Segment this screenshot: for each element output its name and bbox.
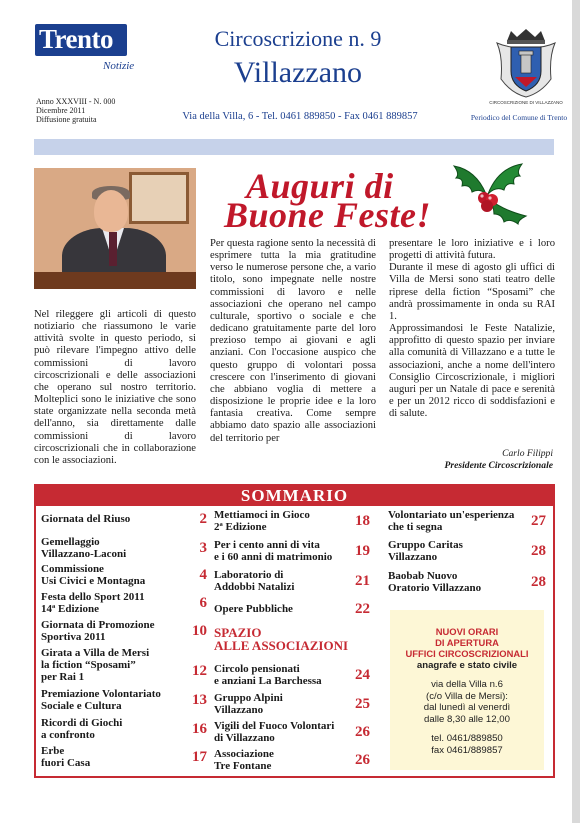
toc-page-number: 26 (355, 724, 370, 740)
toc-label: Per i cento anni di vita e i 60 anni di matrimonio (214, 539, 333, 563)
toc-item[interactable] (388, 539, 550, 563)
toc-page-number: 22 (355, 601, 370, 617)
toc-item[interactable] (214, 569, 384, 593)
office-days: dal lunedì al venerdì (423, 702, 511, 714)
toc-label: Baobab Nuovo Oratorio Villazzano (388, 570, 482, 594)
photo-wall-frame (129, 172, 189, 224)
toc-label: Opere Pubbliche (214, 603, 293, 615)
toc-item[interactable] (214, 603, 384, 615)
toc-page-number: 24 (355, 667, 370, 683)
toc-item[interactable] (41, 591, 209, 615)
toc-page-number: 4 (199, 567, 207, 583)
toc-page-number: 26 (355, 752, 370, 768)
office-hours-title (390, 610, 544, 659)
toc-item[interactable] (41, 688, 209, 712)
toc-label: Giornata di Promozione Sportiva 2011 (41, 619, 155, 643)
toc-label: Vigili del Fuoco Volontari di Villazzano (214, 720, 335, 744)
toc-item[interactable] (214, 692, 384, 716)
issue-date: Dicembre 2011 (36, 106, 86, 115)
masthead-title-circoscrizione: Circoscrizione n. 9 (214, 26, 382, 51)
office-times: dalle 8,30 alle 12,00 (424, 713, 510, 725)
toc-item[interactable] (41, 563, 209, 587)
trento-notizie-logo (35, 24, 135, 74)
toc-item[interactable] (41, 717, 209, 741)
office-hours-details (390, 679, 544, 725)
article-column-1 (34, 309, 196, 467)
toc-page-number: 19 (355, 543, 370, 559)
toc-item[interactable] (214, 539, 384, 563)
office-hours-title-line: DI APERTURA (435, 637, 499, 648)
toc-label: Girata a Villa de Mersi la fiction “Sposami” per Rai 1 (41, 647, 150, 683)
article-paragraph: Per questa ragione sento la necessità di esprimere tutta la mia gratitudine verso le numerose persone che, a vario titolo, sono impegnate nelle nostre commissioni di lavoro e nelle associazioni che operano nel campo culturale, sportivo o sociale e che dedicano gratuitamente parte del loro prezioso tempo ai giovani e agli anziani. Con l'occasione auspico che questo gruppo di volontari possa crescere con l'inserimento di giovani che abbiano voglia di mettere a disposizione le proprie idee e la loro fantasia creativa. Come sempre abbiamo dato spazio alle associazioni del territorio per (210, 238, 376, 444)
masthead-title-villazzano: Villazzano (233, 56, 363, 89)
toc-page-number: 28 (531, 543, 546, 559)
toc-label: Festa dello Sport 2011 14ª Edizione (41, 591, 145, 615)
header-divider-bar (34, 139, 554, 155)
toc-page-number: 2 (199, 511, 207, 527)
holly-icon (446, 160, 530, 226)
signature (389, 448, 553, 471)
toc-item[interactable] (41, 513, 209, 525)
toc-item[interactable] (388, 570, 550, 594)
toc-page-number: 10 (192, 623, 207, 639)
toc-item[interactable] (41, 647, 209, 683)
distribution-note: Diffusione gratuita (36, 115, 97, 124)
toc-page-number: 28 (531, 574, 546, 590)
toc-page-number: 17 (192, 749, 207, 765)
sommario-header (36, 486, 553, 506)
toc-label: Associazione Tre Fontane (214, 748, 274, 772)
issue-info (36, 97, 115, 124)
masthead-address: Via della Villa, 6 - Tel. 0461 889850 - Fax 0461 889857 (182, 111, 418, 122)
office-phone[interactable]: tel. 0461/889850 (431, 733, 503, 745)
sommario-title: SOMMARIO (240, 486, 349, 505)
toc-label: Giornata del Riuso (41, 513, 131, 525)
office-hours-box (390, 610, 544, 770)
toc-page-number: 16 (192, 721, 207, 737)
toc-item[interactable] (214, 720, 384, 744)
section-heading-associazioni: SPAZIO ALLE ASSOCIAZIONI (214, 625, 349, 653)
article-column-2 (210, 238, 376, 445)
toc-item[interactable] (41, 619, 209, 643)
article-paragraph: Nel rileggere gli articoli di questo notiziario che riassumono le varie attività svolte in questo periodo, si può rilevare l'impegno attivo delle commissioni di lavoro circoscrizionali e delle associazioni che operano sul nostro territorio. Molteplici sono le iniziative che sono state organizzate nella seconda metà dell'anno, sia direttamente dalle commissioni di lavoro circoscrizionali che in collaborazione con le associazioni. (34, 309, 196, 466)
toc-page-number: 3 (199, 540, 207, 556)
toc-label: Commissione Usi Civici e Montagna (41, 563, 146, 587)
office-hours-subtitle: anagrafe e stato civile (416, 660, 518, 671)
article-column-3 (389, 238, 555, 420)
toc-label: Gruppo Caritas Villazzano (388, 539, 463, 563)
toc-label: Gemellaggio Villazzano-Laconi (41, 536, 127, 560)
article-paragraph: Approssimandosi le Feste Natalizie, approfitto di questo spazio per inviare alla comunità di Villazzano e a tutte le associazioni, anche a nome dell'intero Consiglio Circoscrizionale, i migliori auguri per un Natale di pace e serenità e per un 2012 ricco di soddisfazioni e di salute. (389, 323, 555, 420)
article-paragraph: presentare le loro iniziative e i loro progetti di attività futura. (389, 238, 555, 262)
office-location: (c/o Villa de Mersi): (426, 690, 508, 702)
office-contacts (390, 733, 544, 756)
signature-role: Presidente Circoscrizionale (444, 459, 553, 471)
toc-page-number: 21 (355, 573, 370, 589)
greeting-line-2: Buone Feste! (224, 195, 432, 235)
toc-page-number: 13 (192, 692, 207, 708)
office-hours-title-line: UFFICI CIRCOSCRIZIONALI (405, 648, 529, 659)
greeting-line-1: Auguri di (246, 166, 394, 206)
toc-item[interactable] (214, 509, 384, 533)
page-edge (572, 0, 580, 823)
toc-label: Gruppo Alpini Villazzano (214, 692, 283, 716)
crest-caption: CIRCOSCRIZIONE DI VILLAZZANO (489, 100, 563, 105)
toc-page-number: 6 (199, 595, 207, 611)
office-address: via della Villa n.6 (431, 679, 503, 690)
toc-label: Circolo pensionati e anziani La Barchessa (214, 663, 322, 687)
periodical-label: Periodico del Comune di Trento (470, 113, 568, 122)
issue-number: Anno XXXVIII - N. 000 (36, 97, 116, 106)
signature-name: Carlo Filippi (502, 448, 553, 459)
toc-item[interactable] (214, 748, 384, 772)
villazzano-crest-icon (491, 27, 561, 99)
toc-page-number: 25 (355, 696, 370, 712)
sommario-box (34, 484, 555, 778)
toc-item[interactable] (214, 663, 384, 687)
toc-page-number: 27 (531, 513, 546, 529)
toc-page-number: 18 (355, 513, 370, 529)
president-photo (34, 168, 196, 289)
toc-item[interactable] (388, 509, 550, 533)
toc-item[interactable] (41, 536, 209, 560)
toc-item[interactable] (41, 745, 209, 769)
toc-label: Ricordi di Giochi a confronto (41, 717, 123, 741)
office-fax: fax 0461/889857 (431, 744, 503, 756)
toc-label: Mettiamoci in Gioco 2ª Edizione (214, 509, 310, 533)
toc-label: Erbe fuori Casa (41, 745, 91, 769)
toc-label: Volontariato un'esperienza che ti segna (388, 509, 515, 533)
toc-label: Premiazione Volontariato Sociale e Cultura (41, 688, 161, 712)
logo-subtitle: Notizie (103, 60, 135, 72)
logo-word: Trento (39, 24, 113, 54)
toc-page-number: 12 (192, 663, 207, 679)
toc-label: Laboratorio di Addobbi Natalizi (214, 569, 295, 593)
office-hours-title-line: NUOVI ORARI (435, 626, 499, 637)
article-paragraph: Durante il mese di agosto gli uffici di Villa de Mersi sono stati teatro delle riprese della fiction “Sposami” che andrà prossimamente in onda su RAI 1. (389, 262, 555, 322)
